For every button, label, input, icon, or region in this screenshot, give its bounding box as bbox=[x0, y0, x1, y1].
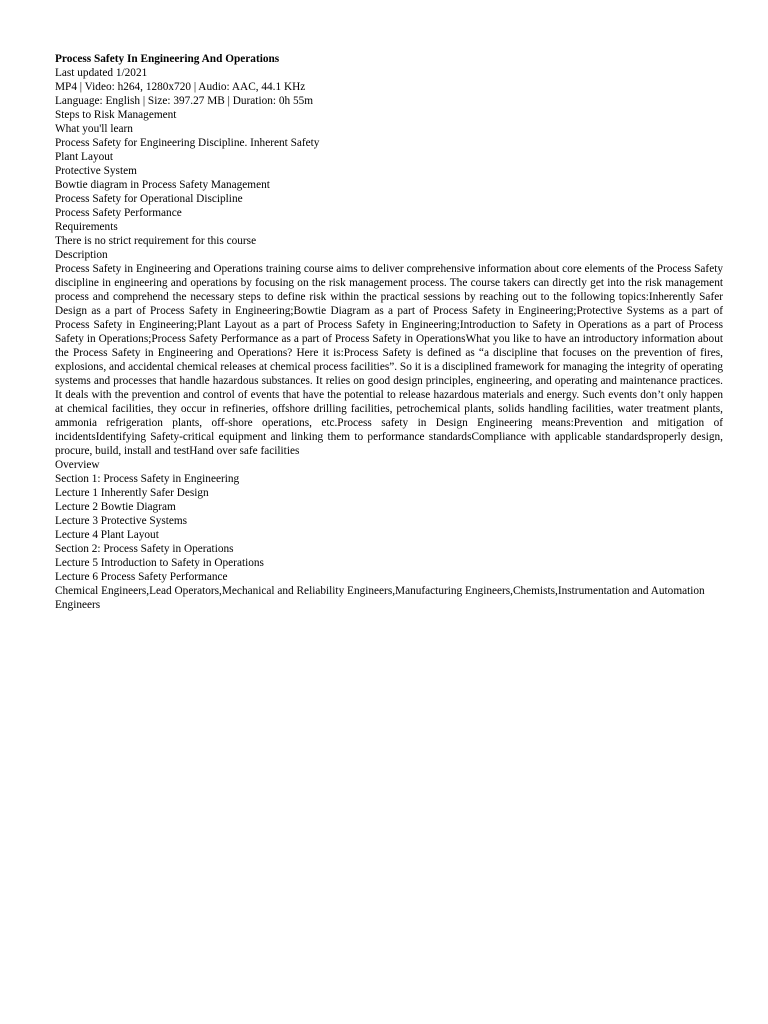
overview-item: Section 1: Process Safety in Engineering bbox=[55, 473, 240, 485]
description-body: Process Safety in Engineering and Operations training course aims to deliver comprehensive information about core elements of the Process Safety discipline in engineering and operations by focusing on the risk management process. The course takers can directly get into the risk management process and comprehend the necessary steps to define risk within the practical sessions by reaching out to the following topics:Inherently Safer Design as a part of Process Safety in Engineering;Bowtie Diagram as a part of Process Safety in Engineering;Protective Systems as a part of Process Safety in Engineering;Plant Layout as a part of Process Safety in Engineering;Introduction to Safety in Operations as a part of Process Safety in Operations;Process Safety Performance as a part of Process Safety in OperationsWhat you like to have an introductory information about the Process Safety in Engineering and Operations? Here it is:Process Safety is defined as “a discipline that focuses on the prevention of fires, explosions, and accidental chemical releases at chemical process facilities”. So it is a disciplined framework for managing the integrity of operating systems and processes that handle hazardous substances. It relies on good design principles, engineering, and operating and maintenance practices. It deals with the prevention and control of events that have the potential to release hazardous materials and energy. Such events don’t only happen at chemical facilities, they occur in refineries, offshore drilling facilities, petrochemical plants, solids handling facilities, water treatment plants, ammonia refrigeration plants, off-shore operations, etc.Process safety in Design Engineering means:Prevention and mitigation of incidentsIdentifying Safety-critical equipment and linking them to performance standardsCompliance with applicable standardsproperly design, procure, build, install and testHand over safe facilities bbox=[55, 263, 723, 457]
last-updated-text: Last updated 1/2021 bbox=[55, 67, 148, 79]
learn-item: Process Safety Performance bbox=[55, 207, 182, 219]
learn-heading: What you'll learn bbox=[55, 123, 133, 135]
document-page bbox=[55, 52, 723, 612]
overview-item: Lecture 6 Process Safety Performance bbox=[55, 571, 228, 583]
overview-item: Lecture 2 Bowtie Diagram bbox=[55, 501, 176, 513]
requirement-item: There is no strict requirement for this course bbox=[55, 235, 257, 247]
document-title: Process Safety In Engineering And Operations bbox=[55, 53, 280, 65]
learn-item: Plant Layout bbox=[55, 151, 114, 163]
overview-item: Lecture 3 Protective Systems bbox=[55, 515, 188, 527]
language-info-text: Language: English | Size: 397.27 MB | Duration: 0h 55m bbox=[55, 95, 314, 107]
overview-item: Lecture 1 Inherently Safer Design bbox=[55, 487, 209, 499]
learn-item: Bowtie diagram in Process Safety Management bbox=[55, 179, 270, 191]
overview-item: Lecture 5 Introduction to Safety in Operations bbox=[55, 557, 264, 569]
audience-text: Chemical Engineers,Lead Operators,Mechanical and Reliability Engineers,Manufacturing Engineers,Chemists,Instrumentation and Automation Engineers bbox=[55, 585, 705, 611]
learn-item: Process Safety for Engineering Discipline. Inherent Safety bbox=[55, 137, 320, 149]
overview-heading: Overview bbox=[55, 459, 100, 471]
overview-item: Section 2: Process Safety in Operations bbox=[55, 543, 234, 555]
learn-item: Protective System bbox=[55, 165, 137, 177]
subtitle-line: Steps to Risk Management bbox=[55, 109, 177, 121]
video-info-text: MP4 | Video: h264, 1280x720 | Audio: AAC, 44.1 KHz bbox=[55, 81, 306, 93]
requirements-heading: Requirements bbox=[55, 221, 118, 233]
learn-item: Process Safety for Operational Discipline bbox=[55, 193, 243, 205]
overview-item: Lecture 4 Plant Layout bbox=[55, 529, 159, 541]
description-heading: Description bbox=[55, 249, 108, 261]
